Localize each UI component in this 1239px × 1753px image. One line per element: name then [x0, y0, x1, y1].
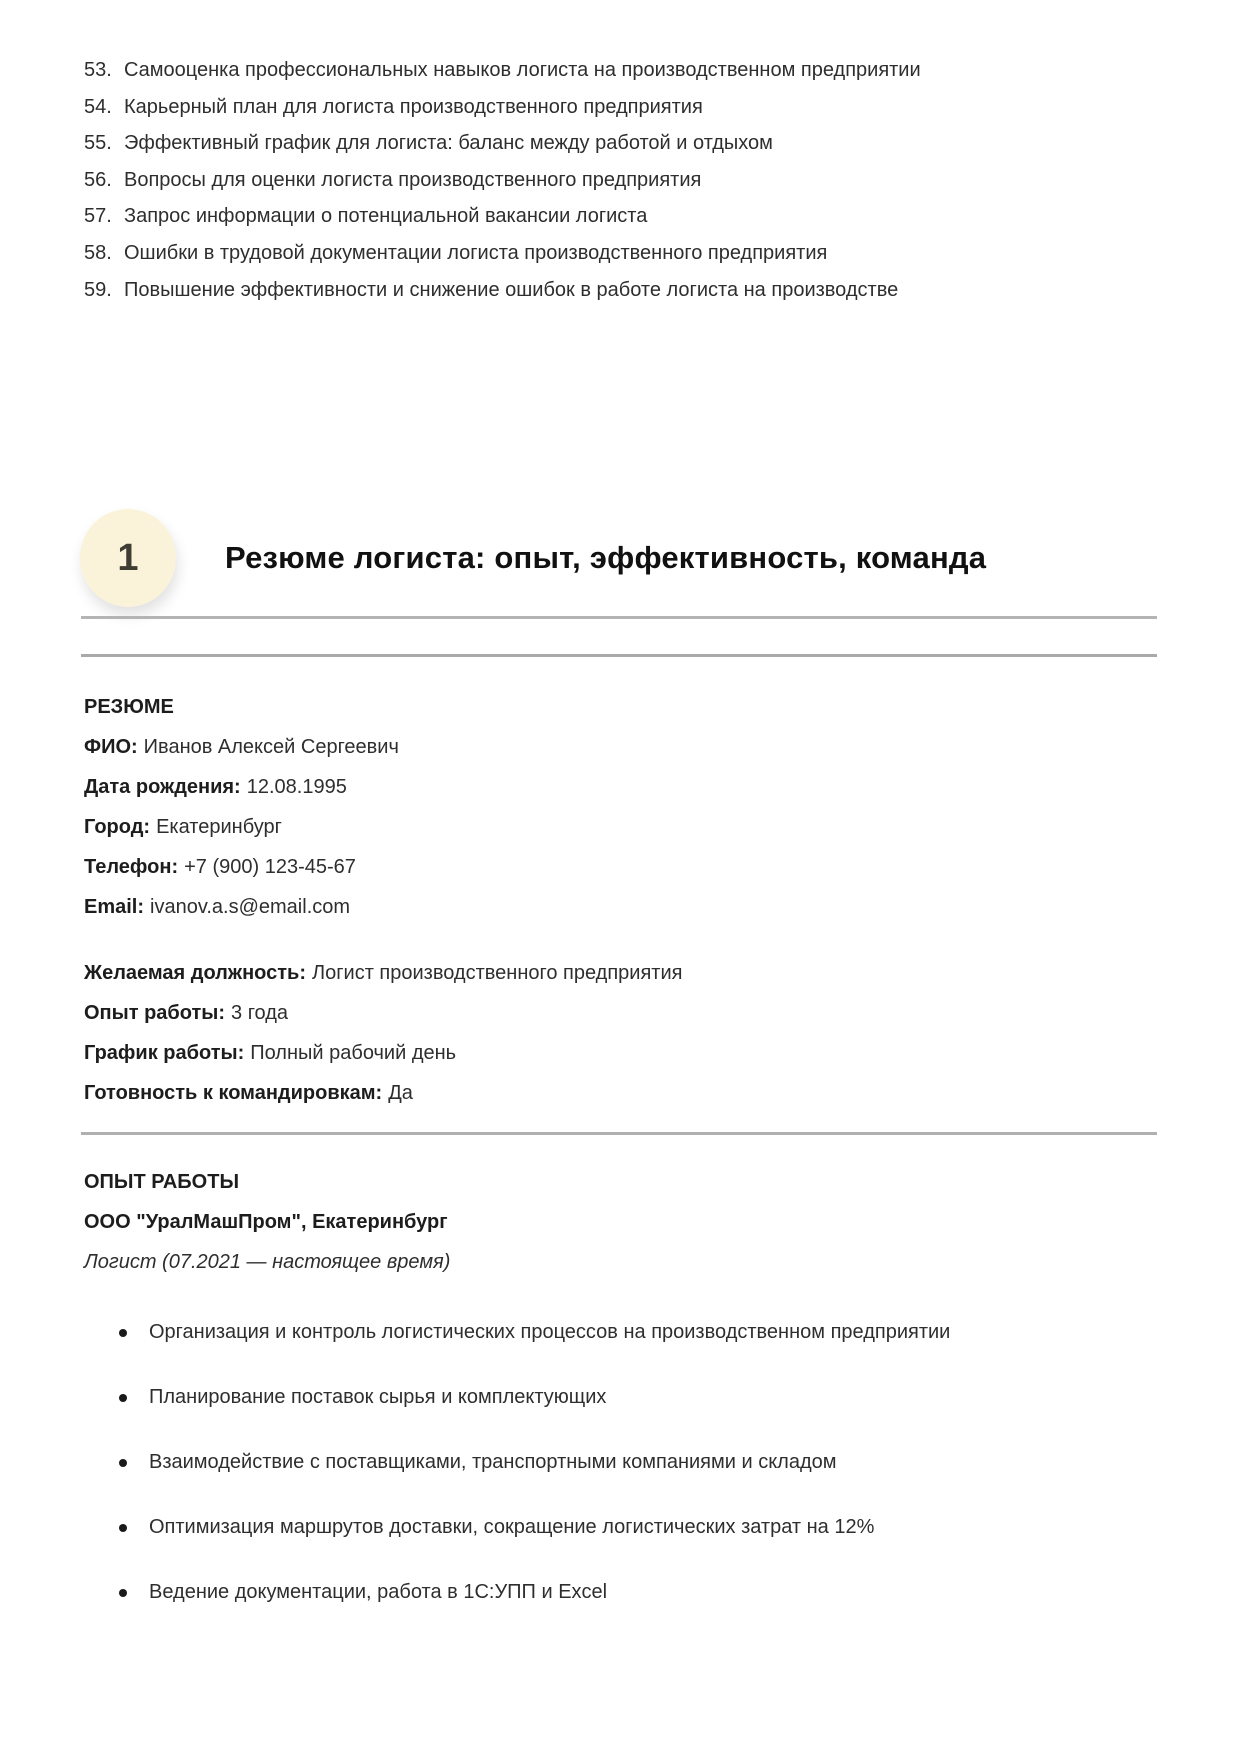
field-label: Город: — [84, 816, 151, 838]
bullet-marker — [119, 1459, 127, 1467]
bullet-marker — [119, 1524, 127, 1532]
bullet-text: Взаимодействие с поставщиками, транспортными компаниями и складом — [149, 1451, 837, 1473]
list-item-text: Самооценка профессиональных навыков логиста на производственном предприятии — [124, 59, 921, 81]
list-item-number: 55. — [84, 132, 112, 155]
bullet-marker — [119, 1394, 127, 1402]
section-number: 1 — [117, 536, 139, 579]
resume-field-row — [84, 1033, 1157, 1073]
resume-field-row — [84, 993, 1157, 1033]
resume-heading: РЕЗЮМЕ — [84, 696, 174, 718]
experience-heading: ОПЫТ РАБОТЫ — [84, 1171, 240, 1193]
numbered-topic-list — [84, 52, 1179, 308]
divider-line — [81, 616, 1157, 619]
list-item-text: Запрос информации о потенциальной вакансии логиста — [124, 205, 648, 228]
resume-summary-block — [84, 687, 1157, 927]
list-item — [84, 162, 1179, 199]
field-label: Дата рождения: — [84, 776, 241, 798]
bullet-marker — [119, 1589, 127, 1597]
bullet-item — [82, 1560, 1169, 1625]
list-item-text: Вопросы для оценки логиста производственного предприятия — [124, 168, 702, 191]
list-item-number: 57. — [84, 205, 112, 228]
bullet-item — [82, 1495, 1169, 1560]
divider-line — [81, 1132, 1157, 1135]
bullet-text: Планирование поставок сырья и комплектующих — [149, 1386, 607, 1408]
list-item-text: Карьерный план для логиста производственного предприятия — [124, 95, 703, 118]
section-number-badge — [80, 509, 176, 607]
list-item-text: Эффективный график для логиста: баланс между работой и отдыхом — [124, 132, 773, 155]
divider-line — [81, 654, 1157, 657]
field-label: Email: — [84, 896, 145, 918]
field-label: Желаемая должность: — [84, 962, 306, 984]
list-item-text: Ошибки в трудовой документации логиста производственного предприятия — [124, 241, 828, 264]
bullet-item — [82, 1430, 1169, 1495]
field-label: Готовность к командировкам: — [84, 1082, 383, 1104]
list-item-number: 58. — [84, 241, 112, 264]
experience-block — [84, 1162, 1157, 1282]
resume-field-row — [84, 807, 1157, 847]
resume-details-block — [84, 953, 1157, 1113]
bullet-text: Оптимизация маршрутов доставки, сокращение логистических затрат на 12% — [149, 1516, 875, 1538]
resume-field-row — [84, 767, 1157, 807]
bullet-item — [82, 1365, 1169, 1430]
experience-position: Логист (07.2021 — настоящее время) — [84, 1251, 451, 1273]
field-value: Екатеринбург — [156, 816, 282, 838]
resume-field-row — [84, 727, 1157, 767]
field-value: Иванов Алексей Сергеевич — [143, 736, 399, 758]
list-item — [84, 125, 1179, 162]
field-value: ivanov.a.s@email.com — [150, 896, 351, 918]
list-item-number: 53. — [84, 59, 112, 81]
experience-bullet-list — [82, 1300, 1169, 1625]
list-item — [84, 89, 1179, 126]
field-value: 3 года — [231, 1002, 289, 1024]
bullet-item — [82, 1300, 1169, 1365]
field-value: +7 (900) 123-45-67 — [184, 856, 356, 878]
list-item — [84, 272, 1179, 309]
list-item — [84, 198, 1179, 235]
field-value: Логист производственного предприятия — [311, 962, 683, 984]
resume-field-row — [84, 847, 1157, 887]
field-value: Полный рабочий день — [250, 1042, 457, 1064]
list-item-number: 54. — [84, 95, 112, 118]
list-item — [84, 52, 1179, 89]
field-label: Опыт работы: — [84, 1002, 226, 1024]
field-label: ФИО: — [84, 736, 138, 758]
bullet-marker — [119, 1329, 127, 1337]
resume-field-row — [84, 887, 1157, 927]
field-label: Телефон: — [84, 856, 179, 878]
experience-company: ООО "УралМашПром", Екатеринбург — [84, 1211, 448, 1233]
section-header — [80, 508, 1157, 608]
field-value: 12.08.1995 — [246, 776, 347, 798]
list-item-number: 56. — [84, 168, 112, 191]
field-label: График работы: — [84, 1042, 245, 1064]
bullet-text: Ведение документации, работа в 1С:УПП и Excel — [149, 1581, 608, 1603]
resume-field-row — [84, 953, 1157, 993]
bullet-text: Организация и контроль логистических процессов на производственном предприятии — [149, 1321, 951, 1343]
section-title: Резюме логиста: опыт, эффективность, команда — [225, 540, 987, 575]
field-value: Да — [388, 1082, 413, 1104]
list-item — [84, 235, 1179, 272]
list-item-number: 59. — [84, 278, 112, 301]
list-item-text: Повышение эффективности и снижение ошибок в работе логиста на производстве — [124, 278, 899, 301]
resume-field-row — [84, 1073, 1157, 1113]
